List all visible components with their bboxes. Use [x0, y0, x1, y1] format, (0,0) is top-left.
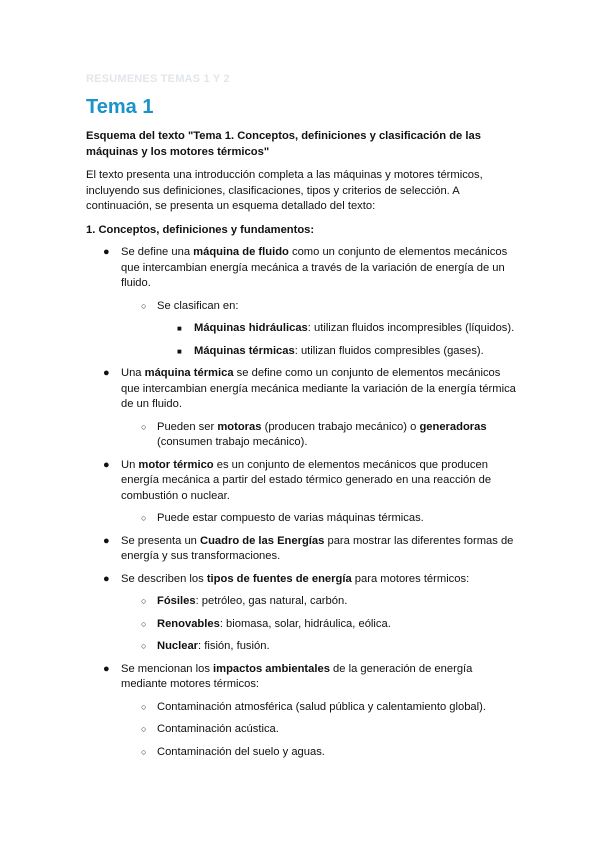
list-item: ○ Se clasifican en: ■ Máquinas hidráulicas: utilizan fluidos incompresibles (líquidos). ■ Máquinas térmicas: utilizan fluidos compresibles (gases).	[121, 299, 516, 360]
list-item: ● Una máquina térmica se define como un conjunto de elementos mecánicos que intercambian energía mecánica mediante la variación de la energía térmica de un fluido. ○ Pueden ser motoras (producen trabajo mecánico) o generadoras (consumen trabajo mecánico).	[86, 366, 516, 451]
bullet-disc-icon: ●	[103, 662, 110, 675]
document-body	[86, 129, 516, 760]
sub-list	[121, 594, 516, 655]
list-item: ● Se describen los tipos de fuentes de energía para motores térmicos: ○ Fósiles: petróleo, gas natural, carbón. ○ Renovables: biomasa, solar, hidráulica, eólica. ○ Nuclear: fisión, fusión.	[86, 572, 516, 655]
intro-paragraph: El texto presenta una introducción completa a las máquinas y motores térmicos, incluyendo sus definiciones, clasificaciones, tipos y criterios de selección. A continuación, se presenta un esquema detallado del texto:	[86, 169, 483, 212]
list-item: ○ Contaminación del suelo y aguas.	[121, 745, 516, 761]
main-list	[86, 245, 516, 760]
sub-list	[121, 700, 516, 761]
bullet-square-icon: ■	[177, 346, 182, 356]
section-heading: 1. Conceptos, definiciones y fundamentos:	[86, 223, 315, 236]
bullet-disc-icon: ●	[103, 246, 110, 258]
list-item: ○ Pueden ser motoras (producen trabajo mecánico) o generadoras (consumen trabajo mecánico).	[141, 420, 487, 448]
outline-title: Esquema del texto "Tema 1. Conceptos, definiciones y clasificación de las máquinas y los motores térmicos"	[86, 130, 481, 158]
sub-list	[121, 299, 516, 360]
list-item: ○ Puede estar compuesto de varias máquinas térmicas.	[121, 511, 516, 527]
bullet-circle-icon: ○	[141, 701, 147, 712]
bullet-disc-icon: ●	[103, 534, 110, 547]
sub-list	[121, 511, 516, 527]
bullet-disc-icon: ●	[103, 572, 110, 585]
bullet-circle-icon: ○	[141, 421, 147, 432]
sub-sub-list	[157, 321, 516, 359]
list-item: ● Se mencionan los impactos ambientales de la generación de energía mediante motores térmicos: ○ Contaminación atmosférica (salud pública y calentamiento global). ○ Contaminación acústica. ○ Contaminación del suelo y aguas.	[86, 662, 516, 761]
list-item: ○ Contaminación atmosférica (salud pública y calentamiento global).	[121, 700, 516, 716]
list-item: ● Se presenta un Cuadro de las Energías para mostrar las diferentes formas de energía y sus transformaciones.	[103, 534, 514, 562]
page-title: Tema 1	[86, 96, 154, 118]
bullet-circle-icon: ○	[141, 746, 147, 757]
bullet-circle-icon: ○	[141, 596, 147, 606]
list-item: ■ Máquinas térmicas: utilizan fluidos compresibles (gases).	[157, 344, 516, 360]
bullet-square-icon: ■	[177, 324, 182, 333]
list-item: ■ Máquinas hidráulicas: utilizan fluidos incompresibles (líquidos).	[157, 321, 516, 337]
list-item: ● Un motor térmico es un conjunto de elementos mecánicos que producen energía mecánica a partir del estado térmico generado en una reacción de combustión o nuclear. ○ Puede estar compuesto de varias máquinas térmicas.	[86, 458, 516, 527]
list-item: ○ Renovables: biomasa, solar, hidráulica, eólica.	[121, 617, 516, 633]
list-item: ○ Contaminación acústica.	[121, 722, 516, 738]
list-item: ○ Nuclear: fisión, fusión.	[121, 639, 516, 655]
list-item: ● Se define una máquina de fluido como un conjunto de elementos mecánicos que intercambian energía mecánica a través de la variación de energía de un fluido. ○ Se clasifican en: ■ Máquinas hidráulicas: utilizan fluidos incompresibles (líquidos). ■ Máquinas térmicas: utilizan fluidos compresibles (gases).	[86, 245, 516, 359]
bullet-circle-icon: ○	[141, 513, 147, 523]
list-item: ○ Fósiles: petróleo, gas natural, carbón.	[121, 594, 516, 610]
bullet-disc-icon: ●	[103, 458, 110, 471]
bullet-circle-icon: ○	[141, 724, 147, 734]
bullet-disc-icon: ●	[103, 367, 110, 379]
document-header: RESUMENES TEMAS 1 Y 2	[86, 73, 230, 85]
sub-list	[121, 420, 516, 451]
bullet-circle-icon: ○	[141, 618, 147, 629]
bullet-circle-icon: ○	[141, 300, 147, 311]
bullet-circle-icon: ○	[141, 641, 147, 651]
